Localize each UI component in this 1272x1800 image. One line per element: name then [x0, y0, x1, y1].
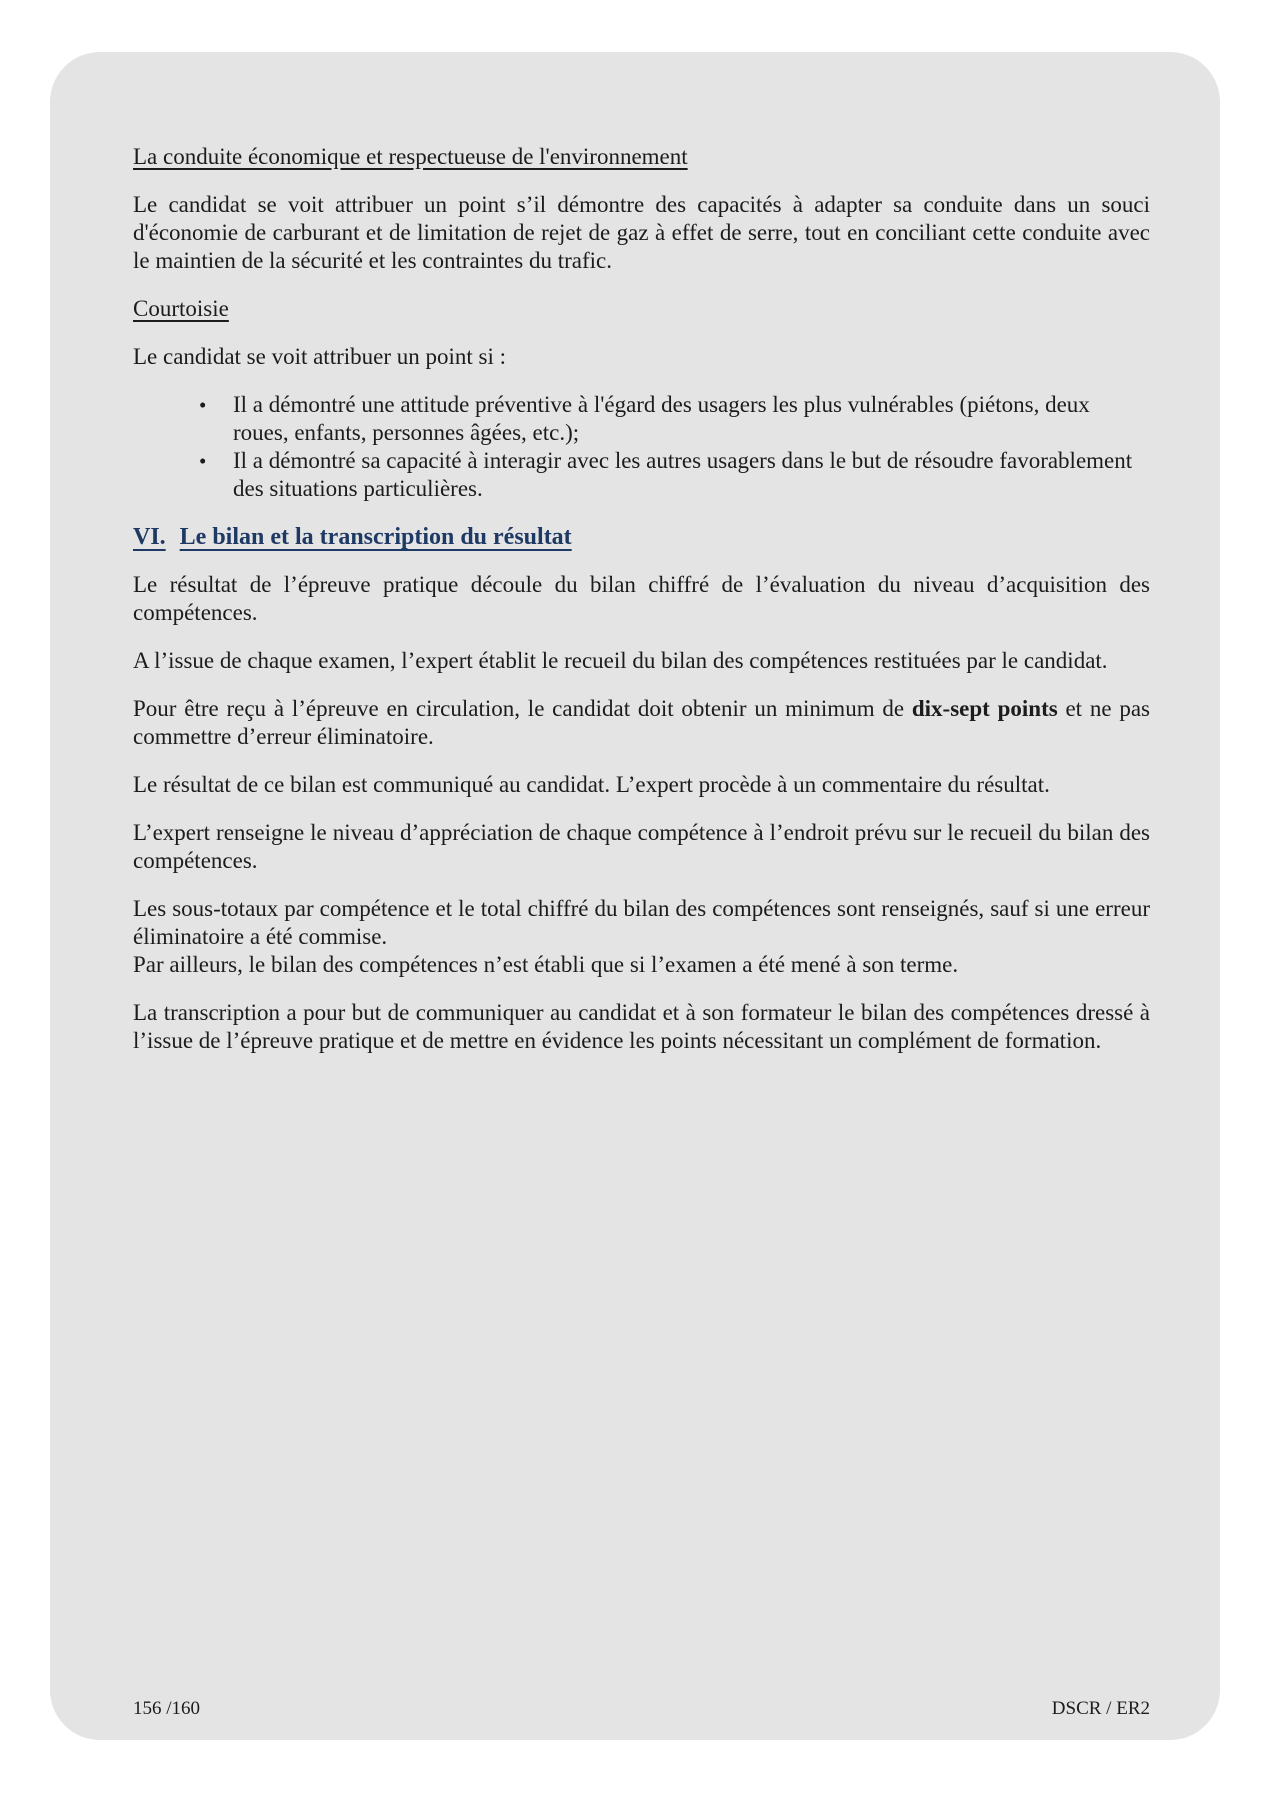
- paragraph-sous-totaux: Les sous-totaux par compétence et le total chiffré du bilan des compétences sont renseignés, sauf si une erreur éliminatoire a été commise.: [133, 896, 1150, 949]
- page-footer: [133, 1698, 1150, 1720]
- heading-eco-driving: La conduite économique et respectueuse de l'environnement: [133, 144, 688, 169]
- paragraph-expert-recueil: A l’issue de chaque examen, l’expert établit le recueil du bilan des compétences restituées par le candidat.: [133, 648, 1108, 673]
- paragraph-par-ailleurs: Par ailleurs, le bilan des compétences n’est établi que si l’examen a été mené à son terme.: [133, 952, 959, 977]
- paragraph-transcription: La transcription a pour but de communiquer au candidat et à son formateur le bilan des compétences dressé à l’issue de l’épreuve pratique et de mettre en évidence les points nécessitant un complément de formation.: [133, 1000, 1150, 1053]
- heading-courtoisie: Courtoisie: [133, 296, 229, 321]
- courtoisie-bullet-list: [133, 391, 1150, 503]
- document-page: [50, 52, 1220, 1740]
- heading-section-6: [133, 523, 1150, 551]
- bullet-item: • Il a démontré une attitude préventive à l'égard des usagers les plus vulnérables (piétons, deux roues, enfants, personnes âgées, etc.);: [133, 391, 1150, 447]
- document-reference: DSCR / ER2: [1051, 1698, 1150, 1719]
- section-title: Le bilan et la transcription du résultat: [179, 524, 572, 550]
- paragraph-eco-driving: Le candidat se voit attribuer un point s’il démontre des capacités à adapter sa conduite dans un souci d'économie de carburant et de limitation de rejet de gaz à effet de serre, tout en conciliant cette conduite avec le maintien de la sécurité et les contraintes du trafic.: [133, 192, 1150, 273]
- page-number: 156 /160: [133, 1698, 201, 1719]
- paragraph-expert-renseigne: L’expert renseigne le niveau d’appréciation de chaque compétence à l’endroit prévu sur le recueil du bilan des compétences.: [133, 820, 1150, 873]
- paragraph-text: Pour être reçu à l’épreuve en circulation, le candidat doit obtenir un minimum de: [133, 696, 912, 721]
- section-number: VI.: [133, 524, 166, 550]
- paragraph-courtoisie-intro: Le candidat se voit attribuer un point si :: [133, 344, 507, 369]
- paragraph-text: et ne pas commettre d’erreur éliminatoire.: [133, 696, 1150, 749]
- bullet-item: • Il a démontré sa capacité à interagir avec les autres usagers dans le but de résoudre favorablement des situations particulières.: [133, 447, 1150, 503]
- paragraph-bilan-communique: Le résultat de ce bilan est communiqué au candidat. L’expert procède à un commentaire du résultat.: [133, 772, 1050, 797]
- paragraph-result-origin: Le résultat de l’épreuve pratique découle du bilan chiffré de l’évaluation du niveau d’acquisition des compétences.: [133, 572, 1150, 625]
- paragraph-minimum-points: [133, 695, 1150, 751]
- document-body: [133, 143, 1150, 1075]
- bold-dix-sept-points: dix-sept points: [911, 696, 1058, 721]
